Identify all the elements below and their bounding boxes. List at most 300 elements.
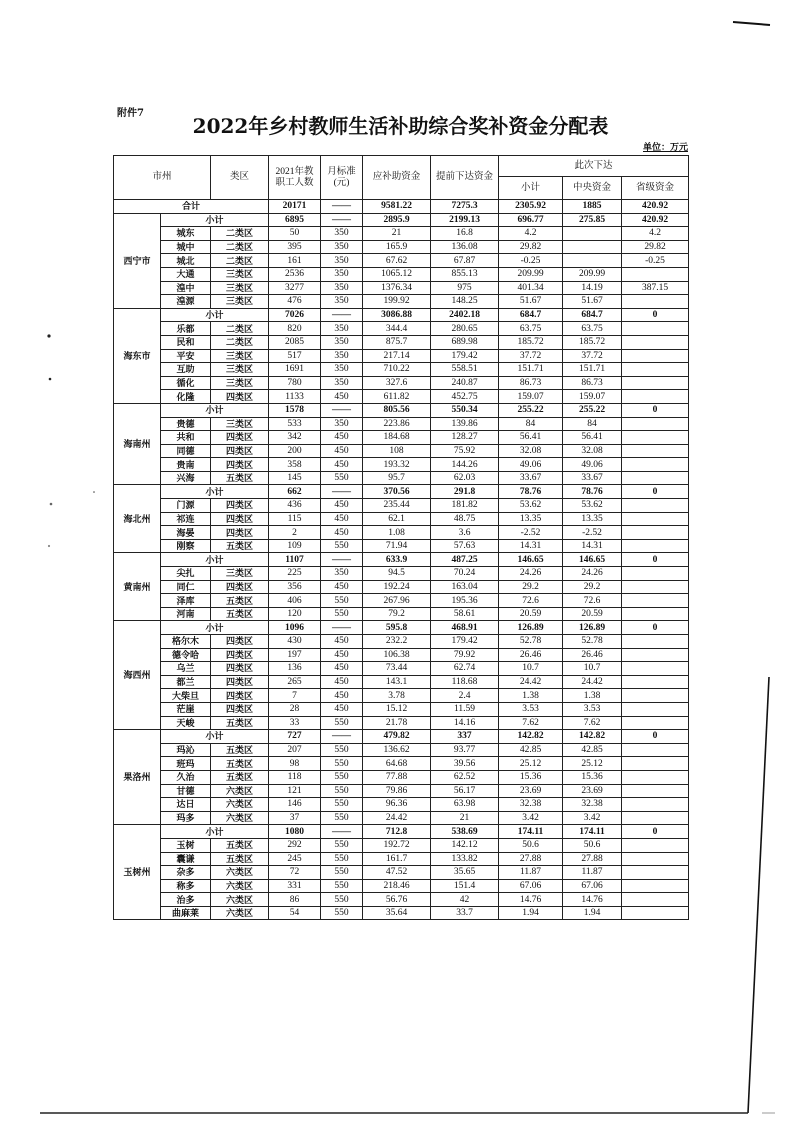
staff-count: 395	[269, 240, 321, 254]
central-funds: 72.6	[563, 594, 622, 608]
subsidy-due: 595.8	[363, 621, 431, 635]
header-city: 市州	[114, 156, 211, 200]
subsidy-due: 143.1	[363, 675, 431, 689]
monthly-standard: 550	[321, 852, 363, 866]
provincial-funds	[622, 811, 689, 825]
advance-allocated: 2199.13	[431, 213, 499, 227]
provincial-funds	[622, 689, 689, 703]
advance-allocated: 179.42	[431, 349, 499, 363]
monthly-standard: 450	[321, 499, 363, 513]
subtotal-label: 小计	[161, 553, 269, 567]
staff-count: 145	[269, 471, 321, 485]
central-funds	[563, 240, 622, 254]
advance-allocated: 93.77	[431, 743, 499, 757]
advance-allocated: 144.26	[431, 458, 499, 472]
county: 德令哈	[161, 648, 211, 662]
central-funds: 42.85	[563, 743, 622, 757]
provincial-funds: 0	[622, 485, 689, 499]
staff-count: 265	[269, 675, 321, 689]
advance-allocated: 487.25	[431, 553, 499, 567]
allocation-subtotal: 27.88	[499, 852, 563, 866]
table-row	[114, 893, 689, 907]
provincial-funds: 0	[622, 403, 689, 417]
advance-allocated: 16.8	[431, 227, 499, 241]
advance-allocated: 195.36	[431, 594, 499, 608]
monthly-standard: 550	[321, 811, 363, 825]
provincial-funds	[622, 716, 689, 730]
allocation-subtotal: 33.67	[499, 471, 563, 485]
table-row	[114, 770, 689, 784]
county: 门源	[161, 499, 211, 513]
allocation-subtotal: 42.85	[499, 743, 563, 757]
staff-count: 1096	[269, 621, 321, 635]
central-funds: 151.71	[563, 363, 622, 377]
category: 六类区	[211, 784, 269, 798]
category: 三类区	[211, 295, 269, 309]
monthly-standard: 450	[321, 580, 363, 594]
monthly-standard: ——	[321, 553, 363, 567]
subtotal-row	[114, 213, 689, 227]
scan-mark-top-right	[733, 22, 770, 25]
allocation-subtotal: -0.25	[499, 254, 563, 268]
monthly-standard: 350	[321, 363, 363, 377]
table-row	[114, 607, 689, 621]
category: 六类区	[211, 893, 269, 907]
header-central-funds: 中央资金	[563, 177, 622, 200]
table-row	[114, 417, 689, 431]
monthly-standard: 550	[321, 906, 363, 920]
central-funds: 49.06	[563, 458, 622, 472]
advance-allocated: 62.74	[431, 662, 499, 676]
subsidy-due: 2895.9	[363, 213, 431, 227]
staff-count: 780	[269, 376, 321, 390]
central-funds: 78.76	[563, 485, 622, 499]
category: 四类区	[211, 499, 269, 513]
advance-allocated: 58.61	[431, 607, 499, 621]
monthly-standard: ——	[321, 485, 363, 499]
punch-mark	[48, 545, 50, 547]
central-funds: 142.82	[563, 730, 622, 744]
monthly-standard: ——	[321, 403, 363, 417]
subsidy-due: 77.88	[363, 770, 431, 784]
table-row	[114, 322, 689, 336]
staff-count: 533	[269, 417, 321, 431]
county: 共和	[161, 431, 211, 445]
allocation-table	[113, 155, 689, 920]
staff-count: 197	[269, 648, 321, 662]
staff-count: 1080	[269, 825, 321, 839]
subsidy-due: 108	[363, 444, 431, 458]
staff-count: 86	[269, 893, 321, 907]
subsidy-due: 1065.12	[363, 267, 431, 281]
staff-count: 121	[269, 784, 321, 798]
category: 二类区	[211, 227, 269, 241]
central-funds	[563, 227, 622, 241]
subsidy-due: 21	[363, 227, 431, 241]
monthly-standard: 450	[321, 702, 363, 716]
central-funds: 14.31	[563, 539, 622, 553]
provincial-funds	[622, 594, 689, 608]
subsidy-due: 192.72	[363, 838, 431, 852]
table-row	[114, 295, 689, 309]
category: 五类区	[211, 770, 269, 784]
advance-allocated: 33.7	[431, 906, 499, 920]
provincial-funds	[622, 607, 689, 621]
monthly-standard: 450	[321, 431, 363, 445]
advance-allocated: 7275.3	[431, 200, 499, 214]
central-funds: 10.7	[563, 662, 622, 676]
provincial-funds	[622, 444, 689, 458]
total-label: 合计	[114, 200, 269, 214]
punch-mark	[49, 378, 52, 381]
subtotal-row	[114, 825, 689, 839]
header-staff-line-1: 2021年教	[275, 166, 314, 177]
county: 大通	[161, 267, 211, 281]
category: 三类区	[211, 417, 269, 431]
category: 二类区	[211, 322, 269, 336]
category: 四类区	[211, 580, 269, 594]
advance-allocated: 3.6	[431, 526, 499, 540]
advance-allocated: 21	[431, 811, 499, 825]
subsidy-due: 56.76	[363, 893, 431, 907]
city-name: 海南州	[114, 403, 161, 485]
provincial-funds: 420.92	[622, 213, 689, 227]
advance-allocated: 558.51	[431, 363, 499, 377]
table-header	[114, 156, 689, 200]
provincial-funds	[622, 838, 689, 852]
staff-count: 430	[269, 635, 321, 649]
central-funds: 3.42	[563, 811, 622, 825]
allocation-subtotal: -2.52	[499, 526, 563, 540]
category: 四类区	[211, 444, 269, 458]
advance-allocated: 468.91	[431, 621, 499, 635]
central-funds: 84	[563, 417, 622, 431]
staff-count: 146	[269, 798, 321, 812]
advance-allocated: 136.08	[431, 240, 499, 254]
allocation-subtotal: 684.7	[499, 308, 563, 322]
header-subsidy-due: 应补助资金	[363, 156, 431, 200]
advance-allocated: 2402.18	[431, 308, 499, 322]
category: 六类区	[211, 811, 269, 825]
central-funds: 32.38	[563, 798, 622, 812]
allocation-subtotal: 146.65	[499, 553, 563, 567]
provincial-funds: 0	[622, 730, 689, 744]
subsidy-due: 805.56	[363, 403, 431, 417]
allocation-subtotal: 696.77	[499, 213, 563, 227]
city-name: 海东市	[114, 308, 161, 403]
table-row	[114, 567, 689, 581]
allocation-subtotal: 86.73	[499, 376, 563, 390]
advance-allocated: 142.12	[431, 838, 499, 852]
central-funds: 7.62	[563, 716, 622, 730]
central-funds: 209.99	[563, 267, 622, 281]
category: 五类区	[211, 539, 269, 553]
subtotal-label: 小计	[161, 730, 269, 744]
provincial-funds	[622, 363, 689, 377]
monthly-standard: ——	[321, 730, 363, 744]
monthly-standard: 450	[321, 526, 363, 540]
provincial-funds	[622, 335, 689, 349]
category: 五类区	[211, 716, 269, 730]
header-this-allocation: 此次下达	[499, 156, 689, 177]
staff-count: 436	[269, 499, 321, 513]
advance-allocated: 855.13	[431, 267, 499, 281]
subsidy-due: 1376.34	[363, 281, 431, 295]
staff-count: 662	[269, 485, 321, 499]
staff-count: 225	[269, 567, 321, 581]
allocation-subtotal: 25.12	[499, 757, 563, 771]
provincial-funds	[622, 322, 689, 336]
staff-count: 37	[269, 811, 321, 825]
header-provincial-funds: 省级资金	[622, 177, 689, 200]
staff-count: 2536	[269, 267, 321, 281]
monthly-standard: 450	[321, 458, 363, 472]
county: 贵德	[161, 417, 211, 431]
category: 三类区	[211, 267, 269, 281]
county: 久治	[161, 770, 211, 784]
advance-allocated: 280.65	[431, 322, 499, 336]
subsidy-due: 193.32	[363, 458, 431, 472]
allocation-subtotal: 159.07	[499, 390, 563, 404]
central-funds: 24.26	[563, 567, 622, 581]
monthly-standard: 550	[321, 716, 363, 730]
category: 二类区	[211, 335, 269, 349]
central-funds: -2.52	[563, 526, 622, 540]
central-funds: 146.65	[563, 553, 622, 567]
category: 六类区	[211, 798, 269, 812]
allocation-subtotal: 255.22	[499, 403, 563, 417]
allocation-subtotal: 2305.92	[499, 200, 563, 214]
county: 城东	[161, 227, 211, 241]
monthly-standard: ——	[321, 200, 363, 214]
table-row	[114, 444, 689, 458]
subtotal-label: 小计	[161, 485, 269, 499]
table-row	[114, 539, 689, 553]
subtotal-label: 小计	[161, 213, 269, 227]
provincial-funds: 387.15	[622, 281, 689, 295]
table-row	[114, 431, 689, 445]
category: 六类区	[211, 866, 269, 880]
staff-count: 72	[269, 866, 321, 880]
central-funds: 50.6	[563, 838, 622, 852]
central-funds: 14.19	[563, 281, 622, 295]
staff-count: 2085	[269, 335, 321, 349]
subsidy-due: 184.68	[363, 431, 431, 445]
header-advance-allocated: 提前下达资金	[431, 156, 499, 200]
subsidy-due: 73.44	[363, 662, 431, 676]
advance-allocated: 452.75	[431, 390, 499, 404]
subsidy-due: 106.38	[363, 648, 431, 662]
provincial-funds	[622, 431, 689, 445]
county: 格尔木	[161, 635, 211, 649]
table-row	[114, 906, 689, 920]
allocation-subtotal: 401.34	[499, 281, 563, 295]
category: 三类区	[211, 376, 269, 390]
provincial-funds	[622, 499, 689, 513]
allocation-subtotal: 63.75	[499, 322, 563, 336]
county: 互助	[161, 363, 211, 377]
staff-count: 292	[269, 838, 321, 852]
table-row	[114, 743, 689, 757]
advance-allocated: 79.92	[431, 648, 499, 662]
subsidy-due: 9581.22	[363, 200, 431, 214]
advance-allocated: 118.68	[431, 675, 499, 689]
provincial-funds	[622, 458, 689, 472]
provincial-funds: 4.2	[622, 227, 689, 241]
provincial-funds	[622, 567, 689, 581]
county: 化隆	[161, 390, 211, 404]
category: 五类区	[211, 743, 269, 757]
allocation-subtotal: 23.69	[499, 784, 563, 798]
category: 三类区	[211, 281, 269, 295]
table-row	[114, 458, 689, 472]
monthly-standard: 550	[321, 471, 363, 485]
county: 都兰	[161, 675, 211, 689]
allocation-subtotal: 7.62	[499, 716, 563, 730]
county: 贵南	[161, 458, 211, 472]
central-funds: 126.89	[563, 621, 622, 635]
provincial-funds: 0	[622, 825, 689, 839]
advance-allocated: 63.98	[431, 798, 499, 812]
advance-allocated: 39.56	[431, 757, 499, 771]
category: 五类区	[211, 852, 269, 866]
monthly-standard: 550	[321, 838, 363, 852]
table-row	[114, 390, 689, 404]
subsidy-due: 232.2	[363, 635, 431, 649]
subsidy-due: 611.82	[363, 390, 431, 404]
provincial-funds	[622, 376, 689, 390]
allocation-subtotal: 1.38	[499, 689, 563, 703]
city-name: 玉树州	[114, 825, 161, 920]
provincial-funds	[622, 757, 689, 771]
subtotal-row	[114, 553, 689, 567]
advance-allocated: 128.27	[431, 431, 499, 445]
county: 海晏	[161, 526, 211, 540]
central-funds: 174.11	[563, 825, 622, 839]
advance-allocated: 689.98	[431, 335, 499, 349]
allocation-subtotal: 151.71	[499, 363, 563, 377]
provincial-funds	[622, 580, 689, 594]
allocation-subtotal: 56.41	[499, 431, 563, 445]
table-row	[114, 580, 689, 594]
monthly-standard: 350	[321, 254, 363, 268]
central-funds: 13.35	[563, 512, 622, 526]
table-row	[114, 838, 689, 852]
monthly-standard: 350	[321, 267, 363, 281]
advance-allocated: 240.87	[431, 376, 499, 390]
allocation-subtotal: 185.72	[499, 335, 563, 349]
subsidy-due: 223.86	[363, 417, 431, 431]
subsidy-due: 3.78	[363, 689, 431, 703]
allocation-subtotal: 49.06	[499, 458, 563, 472]
advance-allocated: 975	[431, 281, 499, 295]
monthly-standard: ——	[321, 825, 363, 839]
subsidy-due: 712.8	[363, 825, 431, 839]
allocation-subtotal: 13.35	[499, 512, 563, 526]
provincial-funds	[622, 471, 689, 485]
county: 曲麻莱	[161, 906, 211, 920]
table-row	[114, 363, 689, 377]
allocation-subtotal: 50.6	[499, 838, 563, 852]
advance-allocated: 35.65	[431, 866, 499, 880]
county: 称多	[161, 879, 211, 893]
allocation-subtotal: 4.2	[499, 227, 563, 241]
table-row	[114, 689, 689, 703]
central-funds: 23.69	[563, 784, 622, 798]
central-funds: 3.53	[563, 702, 622, 716]
central-funds: 1.38	[563, 689, 622, 703]
central-funds: 15.36	[563, 770, 622, 784]
monthly-standard: 550	[321, 866, 363, 880]
subtotal-label: 小计	[161, 621, 269, 635]
table-row	[114, 635, 689, 649]
provincial-funds	[622, 267, 689, 281]
monthly-standard: 550	[321, 893, 363, 907]
staff-count: 1133	[269, 390, 321, 404]
punch-mark	[50, 503, 53, 506]
table-row	[114, 879, 689, 893]
category: 四类区	[211, 458, 269, 472]
subsidy-due: 161.7	[363, 852, 431, 866]
category: 三类区	[211, 567, 269, 581]
staff-count: 200	[269, 444, 321, 458]
monthly-standard: 550	[321, 798, 363, 812]
allocation-subtotal: 29.2	[499, 580, 563, 594]
subsidy-due: 165.9	[363, 240, 431, 254]
allocation-subtotal: 24.42	[499, 675, 563, 689]
monthly-standard: 450	[321, 648, 363, 662]
subsidy-due: 1.08	[363, 526, 431, 540]
subtotal-row	[114, 621, 689, 635]
monthly-standard: ——	[321, 308, 363, 322]
city-name: 海北州	[114, 485, 161, 553]
staff-count: 727	[269, 730, 321, 744]
central-funds: 67.06	[563, 879, 622, 893]
monthly-standard: 350	[321, 417, 363, 431]
city-name: 西宁市	[114, 213, 161, 308]
central-funds: 51.67	[563, 295, 622, 309]
provincial-funds	[622, 390, 689, 404]
category: 四类区	[211, 526, 269, 540]
central-funds: 63.75	[563, 322, 622, 336]
advance-allocated: 56.17	[431, 784, 499, 798]
category: 四类区	[211, 512, 269, 526]
county: 天峻	[161, 716, 211, 730]
advance-allocated: 148.25	[431, 295, 499, 309]
subsidy-due: 3086.88	[363, 308, 431, 322]
advance-allocated: 11.59	[431, 702, 499, 716]
monthly-standard: 350	[321, 295, 363, 309]
monthly-standard: 350	[321, 376, 363, 390]
subsidy-due: 344.4	[363, 322, 431, 336]
county: 民和	[161, 335, 211, 349]
county: 湟中	[161, 281, 211, 295]
staff-count: 28	[269, 702, 321, 716]
subsidy-due: 710.22	[363, 363, 431, 377]
subsidy-due: 21.78	[363, 716, 431, 730]
advance-allocated: 538.69	[431, 825, 499, 839]
monthly-standard: 450	[321, 675, 363, 689]
county: 囊谦	[161, 852, 211, 866]
advance-allocated: 2.4	[431, 689, 499, 703]
table-row	[114, 376, 689, 390]
provincial-funds	[622, 770, 689, 784]
monthly-standard: ——	[321, 621, 363, 635]
allocation-subtotal: 3.42	[499, 811, 563, 825]
county: 玉树	[161, 838, 211, 852]
county: 乌兰	[161, 662, 211, 676]
category: 六类区	[211, 879, 269, 893]
